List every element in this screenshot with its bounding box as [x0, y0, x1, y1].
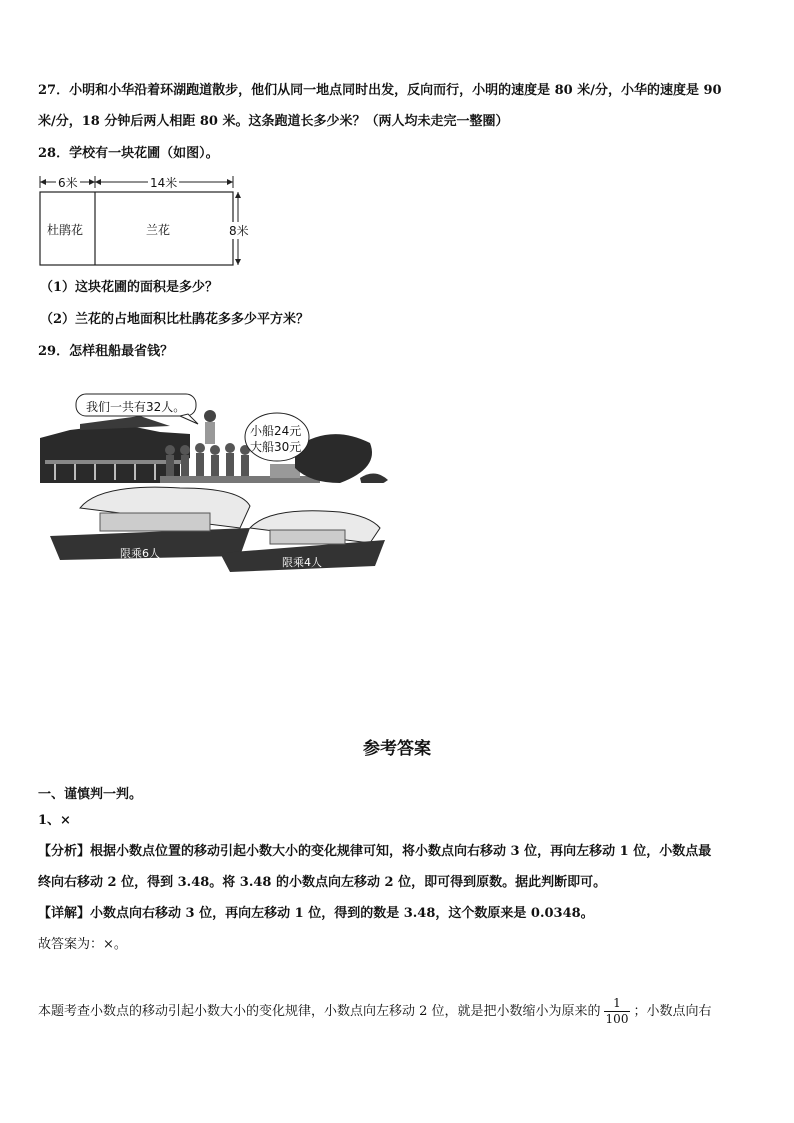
q28-title: 28．学校有一块花圃（如图）。: [38, 146, 219, 161]
summary-line: [38, 996, 711, 1027]
fraction-numerator: 1: [613, 996, 621, 1010]
q29-title: 29．怎样租船最省钱？: [38, 344, 174, 359]
analysis-line2: 终向右移动 2 位，得到 3.48。将 3.48 的小数点向左移动 2 位，即可得到原数。据此判断即可。: [38, 875, 607, 890]
q28-sub2: （2）兰花的占地面积比杜鹃花多多少平方米？: [40, 312, 310, 327]
summary-before: 本题考查小数点的移动引起小数大小的变化规律，小数点向左移动 2 位，就是把小数缩小为原来的: [38, 1004, 601, 1019]
q28-sub1: （1）这块花圃的面积是多少？: [40, 280, 219, 295]
big-boat-label: 限乘6人: [120, 547, 160, 560]
price-big-boat: 大船30元: [250, 440, 302, 454]
q27-line2: 米/分，18 分钟后两人相距 80 米。这条跑道长多少米？（两人均未走完一整圈）: [38, 114, 509, 129]
fraction-denominator: 100: [605, 1012, 629, 1026]
answers-heading: 参考答案: [363, 739, 431, 759]
dim-8m: 8米: [229, 224, 249, 238]
q27-line1: 27．小明和小华沿着环湖跑道散步，他们从同一地点同时出发，反向而行，小明的速度是 80 米/分，小华的速度是 90: [38, 83, 722, 98]
summary-after: ；小数点向右: [633, 1004, 712, 1019]
cell-lanhua: 兰花: [146, 223, 171, 237]
fraction-one-hundredth: [604, 996, 631, 1027]
garden-diagram: [38, 172, 258, 268]
analysis-line1: 【分析】根据小数点位置的移动引起小数大小的变化规律可知，将小数点向右移动 3 位，再向左移动 1 位，小数点最: [38, 844, 712, 859]
boat-illustration: [40, 388, 400, 578]
answer-item-1: 1、×: [38, 813, 71, 828]
dim-14m: 14米: [150, 176, 178, 190]
section-heading: 一、谨慎判一判。: [38, 787, 143, 802]
boat-scene: [40, 388, 400, 578]
cell-dujuan: 杜鹃花: [47, 223, 84, 237]
small-boat-label: 限乘4人: [282, 556, 322, 569]
price-small-boat: 小船24元: [250, 424, 302, 438]
conclusion-line: 故答案为：×。: [38, 937, 127, 952]
detail-line: 【详解】小数点向右移动 3 位，再向左移动 1 位，得到的数是 3.48，这个数原来是 0.0348。: [38, 906, 594, 921]
dim-6m: 6米: [58, 176, 78, 190]
speech-text: 我们一共有32人。: [86, 400, 186, 414]
